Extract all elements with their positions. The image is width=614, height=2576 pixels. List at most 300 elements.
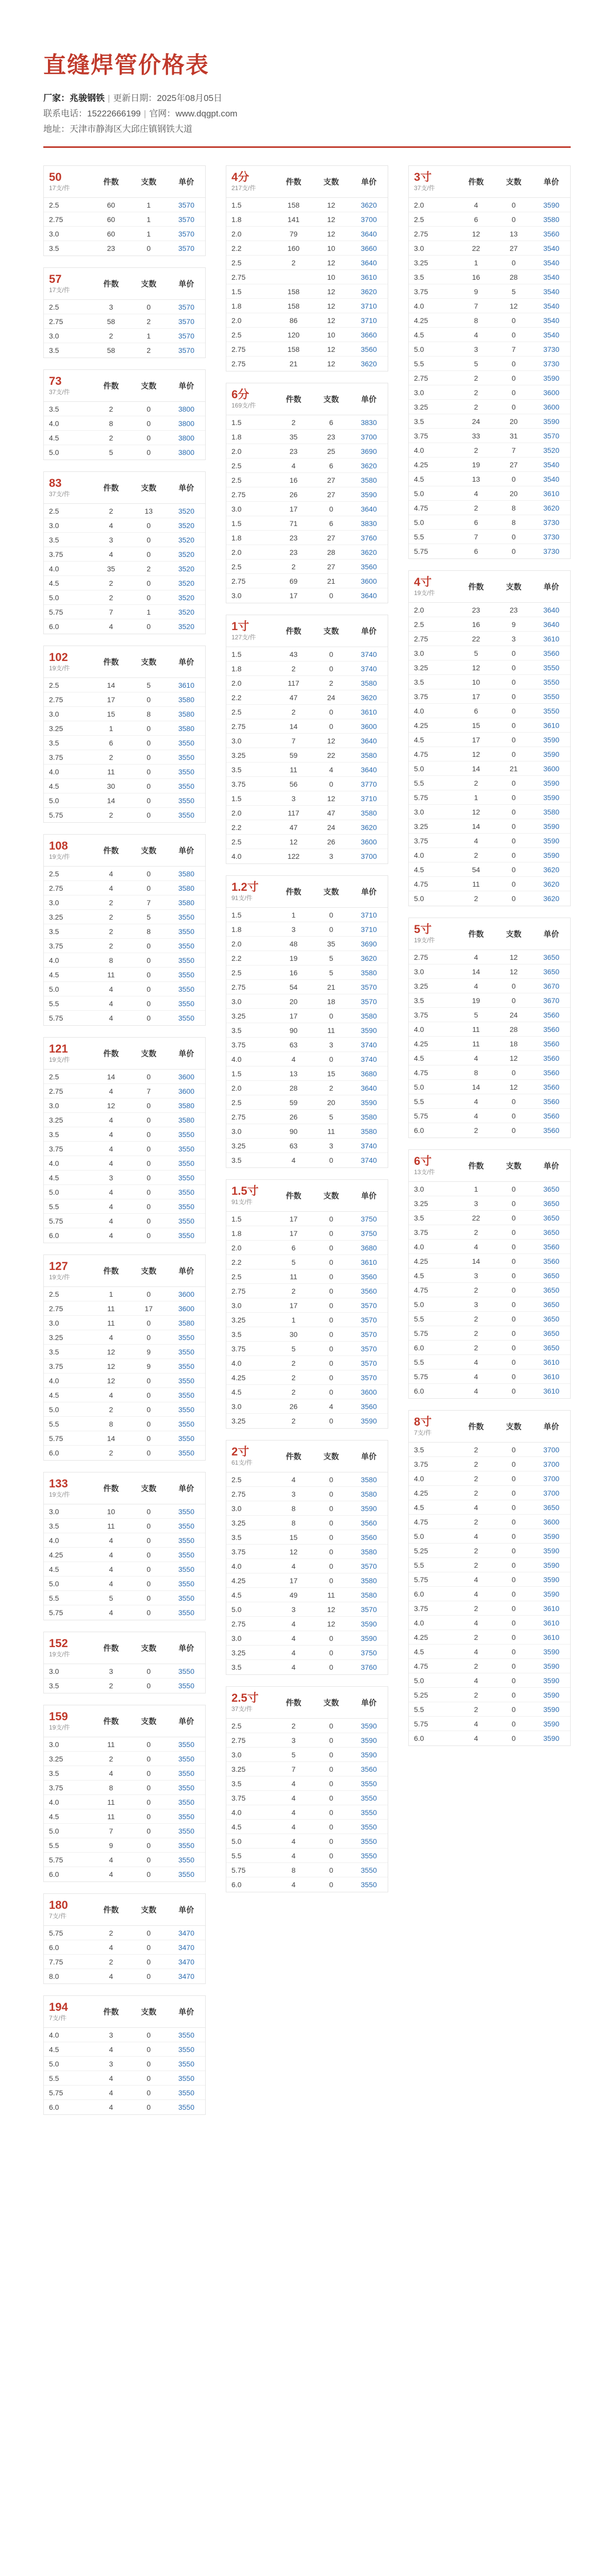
table-row bbox=[44, 1679, 205, 1693]
pcs: 15 bbox=[327, 1069, 336, 1078]
pcs: 0 bbox=[511, 1618, 516, 1627]
thickness: 4.5 bbox=[49, 433, 59, 442]
thickness: 3.0 bbox=[231, 1750, 242, 1759]
pcs: 0 bbox=[146, 1419, 151, 1428]
qty: 11 bbox=[472, 1039, 480, 1048]
thickness: 4.0 bbox=[414, 301, 424, 310]
spec-unit: 19支/件 bbox=[49, 1724, 70, 1731]
thickness: 3.25 bbox=[49, 1754, 63, 1763]
table-row bbox=[44, 1127, 205, 1142]
table-row bbox=[226, 357, 388, 371]
phone-number[interactable]: 15222666199 bbox=[87, 109, 141, 118]
pcs: 0 bbox=[511, 1184, 516, 1193]
spec-header bbox=[44, 1996, 205, 2028]
table-row bbox=[44, 2028, 205, 2042]
table-row bbox=[226, 1516, 388, 1530]
price: 3560 bbox=[543, 1068, 559, 1077]
qty: 4 bbox=[474, 1372, 478, 1381]
thickness: 3.0 bbox=[414, 649, 424, 657]
qty: 2 bbox=[109, 1957, 113, 1966]
qty: 47 bbox=[289, 693, 298, 702]
thickness: 2.2 bbox=[231, 823, 242, 832]
col-header-pcs: 支数 bbox=[323, 395, 339, 404]
table-row bbox=[226, 1313, 388, 1327]
price: 3830 bbox=[360, 418, 377, 427]
thickness: 3.5 bbox=[49, 535, 59, 544]
pcs: 12 bbox=[327, 316, 336, 325]
pcs: 0 bbox=[146, 579, 151, 587]
table-row bbox=[44, 1301, 205, 1316]
price: 3550 bbox=[178, 1783, 194, 1792]
pcs: 12 bbox=[327, 1619, 336, 1628]
thickness: 3.75 bbox=[231, 1344, 246, 1353]
table-row bbox=[226, 1820, 388, 1834]
pcs: 0 bbox=[146, 956, 151, 964]
qty: 12 bbox=[107, 1376, 115, 1385]
table-row bbox=[44, 968, 205, 982]
price: 3600 bbox=[543, 402, 559, 411]
pcs: 0 bbox=[329, 1243, 334, 1252]
pcs: 5 bbox=[146, 912, 151, 921]
thickness: 3.25 bbox=[231, 1518, 246, 1527]
qty: 4 bbox=[109, 2045, 113, 2054]
thickness: 5.75 bbox=[49, 811, 63, 819]
pcs: 0 bbox=[511, 822, 516, 831]
spec-header bbox=[44, 268, 205, 300]
qty: 90 bbox=[289, 1127, 298, 1136]
table-row bbox=[409, 1283, 570, 1297]
qty: 14 bbox=[472, 967, 480, 976]
qty: 60 bbox=[107, 200, 115, 209]
thickness: 3.0 bbox=[231, 591, 242, 600]
qty: 5 bbox=[474, 359, 478, 368]
price: 3650 bbox=[543, 1271, 559, 1280]
spec-header bbox=[44, 472, 205, 504]
spec-unit: 217支/件 bbox=[231, 184, 256, 192]
table-row bbox=[44, 416, 205, 431]
thickness: 3.25 bbox=[231, 1315, 246, 1324]
table-row bbox=[409, 776, 570, 790]
qty: 2 bbox=[474, 1705, 478, 1714]
table-row bbox=[226, 574, 388, 588]
pcs: 17 bbox=[144, 1304, 153, 1313]
price: 3550 bbox=[178, 753, 194, 761]
pcs: 0 bbox=[146, 1957, 151, 1966]
pcs: 10 bbox=[327, 244, 336, 252]
price: 3590 bbox=[360, 1417, 377, 1425]
address: 天津市静海区大邱庄镇钢铁大道 bbox=[70, 124, 192, 134]
table-row bbox=[44, 750, 205, 765]
thickness: 3.25 bbox=[231, 1765, 246, 1773]
price: 3700 bbox=[543, 1445, 559, 1454]
table-row bbox=[44, 402, 205, 416]
pcs: 0 bbox=[511, 1068, 516, 1077]
qty: 17 bbox=[289, 591, 298, 600]
spec-unit: 19支/件 bbox=[414, 589, 435, 597]
table-row bbox=[409, 1457, 570, 1471]
thickness: 4.25 bbox=[414, 460, 428, 469]
price: 3590 bbox=[543, 1575, 559, 1584]
thickness: 3.5 bbox=[231, 1026, 242, 1035]
table-row bbox=[44, 779, 205, 793]
pcs: 0 bbox=[511, 1097, 516, 1106]
price: 3560 bbox=[543, 1111, 559, 1120]
pcs: 0 bbox=[511, 1589, 516, 1598]
table-row bbox=[409, 1109, 570, 1123]
thickness: 6.0 bbox=[414, 1126, 424, 1134]
spec-cell bbox=[44, 477, 92, 498]
qty: 3 bbox=[291, 794, 296, 803]
price: 3550 bbox=[178, 1449, 194, 1457]
qty: 17 bbox=[289, 1011, 298, 1020]
table-row bbox=[409, 486, 570, 501]
website-link[interactable]: www.dqgpt.com bbox=[175, 109, 238, 118]
qty: 5 bbox=[109, 448, 113, 456]
spec-size: 5寸 bbox=[414, 923, 432, 936]
table-row bbox=[226, 1399, 388, 1414]
table-row bbox=[409, 877, 570, 891]
price: 3470 bbox=[178, 1943, 194, 1952]
table-row bbox=[44, 982, 205, 996]
pcs: 0 bbox=[511, 1314, 516, 1323]
thickness: 3.5 bbox=[231, 1533, 242, 1541]
qty: 17 bbox=[289, 1301, 298, 1310]
table-row bbox=[226, 965, 388, 980]
thickness: 5.75 bbox=[49, 1216, 63, 1225]
qty: 58 bbox=[107, 346, 115, 354]
spec-header bbox=[409, 1150, 570, 1182]
qty: 15 bbox=[289, 1533, 298, 1541]
pcs: 0 bbox=[511, 1199, 516, 1208]
thickness: 5.0 bbox=[414, 1532, 424, 1540]
qty: 4 bbox=[109, 1391, 113, 1399]
thickness: 3.75 bbox=[231, 1040, 246, 1049]
price: 3550 bbox=[178, 956, 194, 964]
price: 3570 bbox=[360, 1301, 377, 1310]
pcs: 0 bbox=[146, 1202, 151, 1211]
pcs: 4 bbox=[329, 1402, 334, 1411]
qty: 21 bbox=[289, 360, 298, 368]
pcs: 0 bbox=[329, 910, 334, 919]
thickness: 5.0 bbox=[49, 1405, 59, 1414]
price: 3620 bbox=[360, 954, 377, 962]
spec-unit: 19支/件 bbox=[49, 665, 70, 672]
table-row bbox=[226, 430, 388, 444]
pcs: 0 bbox=[511, 879, 516, 888]
col-header-pcs: 支数 bbox=[506, 1422, 522, 1431]
qty: 4 bbox=[474, 1111, 478, 1120]
qty: 26 bbox=[289, 1402, 298, 1411]
thickness: 3.0 bbox=[414, 967, 424, 976]
spec-table bbox=[226, 383, 388, 603]
spec-size: 121 bbox=[49, 1042, 68, 1055]
table-row bbox=[409, 1240, 570, 1254]
pcs: 3 bbox=[511, 634, 516, 643]
col-header-qty: 件数 bbox=[103, 1717, 119, 1726]
price: 3700 bbox=[360, 215, 377, 224]
pcs: 12 bbox=[509, 1054, 518, 1062]
price: 3730 bbox=[543, 532, 559, 541]
phone-label: 联系电话： bbox=[43, 109, 87, 118]
qty: 4 bbox=[109, 1565, 113, 1573]
table-row bbox=[44, 1605, 205, 1620]
thickness: 5.5 bbox=[414, 1314, 424, 1323]
qty: 59 bbox=[289, 1098, 298, 1107]
col-header-pcs: 支数 bbox=[506, 178, 522, 187]
pcs: 0 bbox=[329, 1475, 334, 1484]
pcs: 0 bbox=[511, 1271, 516, 1280]
price: 3610 bbox=[543, 634, 559, 643]
spec-header bbox=[44, 1632, 205, 1664]
pcs: 0 bbox=[146, 419, 151, 428]
spec-unit: 37支/件 bbox=[414, 184, 435, 192]
spec-table bbox=[43, 165, 206, 256]
table-row bbox=[226, 284, 388, 299]
table-row bbox=[226, 531, 388, 545]
col-header-price: 单价 bbox=[361, 627, 377, 636]
thickness: 4.75 bbox=[414, 879, 428, 888]
price: 3580 bbox=[360, 679, 377, 687]
thickness: 5.5 bbox=[49, 1419, 59, 1428]
spec-table bbox=[43, 1893, 206, 1984]
qty: 2 bbox=[109, 331, 113, 340]
spec-cell bbox=[226, 388, 275, 410]
price-column bbox=[226, 165, 388, 2576]
price: 3550 bbox=[178, 912, 194, 921]
thickness: 5.75 bbox=[49, 607, 63, 616]
thickness: 3.5 bbox=[414, 677, 424, 686]
price: 3550 bbox=[543, 692, 559, 701]
spec-size: 57 bbox=[49, 273, 62, 285]
table-row bbox=[226, 908, 388, 922]
spec-cell bbox=[409, 576, 457, 597]
price: 3680 bbox=[360, 1069, 377, 1078]
price: 3620 bbox=[543, 894, 559, 903]
price: 3690 bbox=[360, 939, 377, 948]
table-row bbox=[44, 300, 205, 314]
table-row bbox=[409, 1094, 570, 1109]
qty: 71 bbox=[289, 519, 298, 528]
price: 3580 bbox=[178, 1101, 194, 1110]
table-row bbox=[409, 1731, 570, 1745]
price: 3550 bbox=[178, 970, 194, 979]
thickness: 3.0 bbox=[231, 504, 242, 513]
spec-header bbox=[226, 1687, 388, 1719]
price: 3570 bbox=[360, 1373, 377, 1382]
price: 3590 bbox=[360, 1721, 377, 1730]
thickness: 3.0 bbox=[49, 229, 59, 238]
pcs: 0 bbox=[329, 1272, 334, 1281]
qty: 4 bbox=[109, 2103, 113, 2111]
qty: 2 bbox=[291, 1387, 296, 1396]
spec-header bbox=[226, 1440, 388, 1472]
price: 3640 bbox=[360, 229, 377, 238]
qty: 2 bbox=[109, 1928, 113, 1937]
price: 3550 bbox=[178, 1536, 194, 1545]
table-row bbox=[44, 1142, 205, 1156]
col-header-qty: 件数 bbox=[103, 1267, 119, 1276]
table-row bbox=[226, 1617, 388, 1631]
price: 3700 bbox=[543, 1460, 559, 1468]
pcs: 0 bbox=[146, 1188, 151, 1196]
price-column bbox=[408, 165, 571, 2576]
thickness: 2.5 bbox=[49, 506, 59, 515]
thickness: 1.8 bbox=[231, 1229, 242, 1238]
price: 3770 bbox=[360, 779, 377, 788]
qty: 30 bbox=[289, 1330, 298, 1338]
thickness: 1.8 bbox=[231, 533, 242, 542]
price: 3560 bbox=[360, 562, 377, 571]
thickness: 4.0 bbox=[49, 1159, 59, 1167]
thickness: 1.5 bbox=[231, 200, 242, 209]
table-row bbox=[226, 1877, 388, 1892]
col-header-qty: 件数 bbox=[103, 382, 119, 391]
qty: 2 bbox=[474, 1662, 478, 1670]
table-row bbox=[44, 1374, 205, 1388]
pcs: 12 bbox=[327, 200, 336, 209]
thickness: 5.5 bbox=[414, 1561, 424, 1569]
table-row bbox=[409, 819, 570, 834]
table-row bbox=[226, 1009, 388, 1023]
table-row bbox=[409, 1355, 570, 1369]
thickness: 2.5 bbox=[49, 302, 59, 311]
col-header-price: 单价 bbox=[543, 583, 559, 591]
thickness: 2.0 bbox=[414, 200, 424, 209]
pcs: 0 bbox=[146, 1928, 151, 1937]
price: 3650 bbox=[543, 1343, 559, 1352]
thickness: 1.8 bbox=[231, 215, 242, 224]
spec-size: 3寸 bbox=[414, 171, 432, 183]
qty: 3 bbox=[109, 2059, 113, 2068]
table-row bbox=[226, 1660, 388, 1674]
thickness: 3.5 bbox=[49, 244, 59, 252]
thickness: 5.5 bbox=[49, 2074, 59, 2082]
pcs: 0 bbox=[511, 1460, 516, 1468]
price: 3750 bbox=[360, 1214, 377, 1223]
qty: 2 bbox=[474, 1690, 478, 1699]
table-row bbox=[44, 343, 205, 358]
thickness: 2.75 bbox=[414, 634, 428, 643]
thickness: 4.25 bbox=[414, 1039, 428, 1048]
price: 3640 bbox=[360, 765, 377, 774]
qty: 4 bbox=[109, 1087, 113, 1095]
pcs: 0 bbox=[511, 1517, 516, 1526]
table-row bbox=[44, 1533, 205, 1548]
thickness: 4.25 bbox=[414, 316, 428, 325]
qty: 4 bbox=[109, 869, 113, 878]
table-row bbox=[44, 314, 205, 329]
table-row bbox=[226, 241, 388, 256]
qty: 4 bbox=[109, 1550, 113, 1559]
pcs: 0 bbox=[146, 1608, 151, 1617]
thickness: 2.5 bbox=[231, 1475, 242, 1484]
thickness: 8.0 bbox=[49, 1972, 59, 1980]
qty: 4 bbox=[474, 953, 478, 961]
pcs: 0 bbox=[329, 1822, 334, 1831]
thickness: 6.0 bbox=[414, 1387, 424, 1395]
price: 3570 bbox=[178, 302, 194, 311]
table-row bbox=[409, 1515, 570, 1529]
table-row bbox=[226, 1023, 388, 1038]
col-header-qty: 件数 bbox=[468, 1162, 484, 1171]
table-row bbox=[44, 1577, 205, 1591]
price: 3610 bbox=[543, 1604, 559, 1613]
pcs: 2 bbox=[146, 346, 151, 354]
thickness: 2.5 bbox=[231, 330, 242, 339]
qty: 4 bbox=[109, 1943, 113, 1952]
table-row bbox=[409, 1443, 570, 1457]
table-row bbox=[226, 1385, 388, 1399]
thickness: 4.0 bbox=[414, 1474, 424, 1483]
spec-cell bbox=[409, 171, 457, 192]
table-row bbox=[226, 1284, 388, 1298]
price: 3540 bbox=[543, 244, 559, 252]
price: 3740 bbox=[360, 1040, 377, 1049]
qty: 14 bbox=[107, 796, 115, 805]
qty: 158 bbox=[287, 345, 300, 353]
thickness: 5.0 bbox=[414, 489, 424, 498]
spec-cell bbox=[409, 1155, 457, 1176]
price: 3740 bbox=[360, 1156, 377, 1164]
table-row bbox=[44, 1548, 205, 1562]
thickness: 3.25 bbox=[231, 1417, 246, 1425]
price: 3610 bbox=[360, 273, 377, 281]
pcs: 27 bbox=[327, 490, 336, 499]
thickness: 2.2 bbox=[231, 693, 242, 702]
price: 3740 bbox=[360, 1141, 377, 1150]
pcs: 0 bbox=[146, 1550, 151, 1559]
spec-size: 152 bbox=[49, 1637, 68, 1650]
price: 3550 bbox=[178, 1740, 194, 1749]
meta-line-3 bbox=[43, 122, 571, 137]
price: 3650 bbox=[543, 1503, 559, 1512]
spec-table bbox=[43, 1255, 206, 1461]
qty: 6 bbox=[109, 738, 113, 747]
pcs: 0 bbox=[146, 2059, 151, 2068]
pcs: 5 bbox=[329, 968, 334, 977]
spec-size: 6分 bbox=[231, 388, 250, 401]
pcs: 0 bbox=[511, 677, 516, 686]
table-row bbox=[409, 501, 570, 515]
spec-header bbox=[44, 370, 205, 402]
qty: 26 bbox=[289, 490, 298, 499]
pcs: 20 bbox=[509, 489, 518, 498]
pcs: 0 bbox=[146, 767, 151, 776]
col-header-qty: 件数 bbox=[286, 627, 302, 636]
col-header-price: 单价 bbox=[178, 280, 194, 289]
qty: 2 bbox=[291, 1721, 296, 1730]
spec-size: 4分 bbox=[231, 171, 250, 183]
thickness: 4.25 bbox=[231, 1576, 246, 1585]
pcs: 0 bbox=[511, 215, 516, 224]
thickness: 3.75 bbox=[49, 753, 63, 761]
pcs: 0 bbox=[146, 404, 151, 413]
table-row bbox=[409, 964, 570, 979]
price: 3550 bbox=[178, 811, 194, 819]
qty: 4 bbox=[109, 1579, 113, 1588]
thickness: 3.0 bbox=[49, 331, 59, 340]
qty: 117 bbox=[288, 808, 300, 817]
spec-unit: 91支/件 bbox=[231, 1198, 253, 1206]
price: 3690 bbox=[360, 447, 377, 455]
table-row bbox=[226, 676, 388, 690]
qty: 2 bbox=[474, 374, 478, 382]
pcs: 0 bbox=[329, 722, 334, 731]
price: 3730 bbox=[543, 547, 559, 555]
spec-cell bbox=[44, 171, 92, 192]
pcs: 28 bbox=[509, 273, 518, 281]
table-row bbox=[226, 256, 388, 270]
